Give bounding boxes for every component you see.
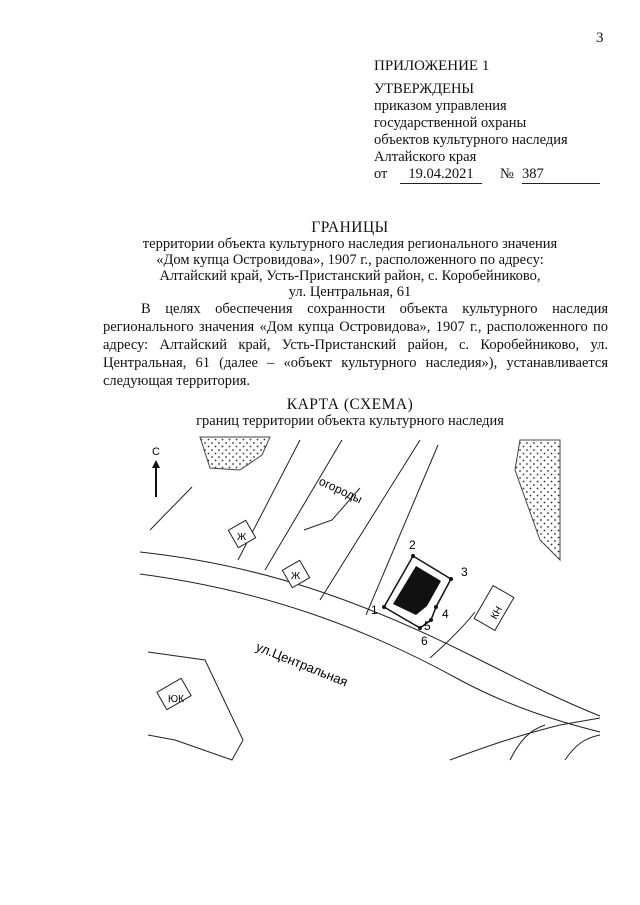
point-label-3: 3 [461,565,468,579]
dotted-area-top-left [200,437,270,470]
heading-line-4: ул. Центральная, 61 [288,284,412,300]
point-label-5: 5 [424,619,431,633]
appendix-block [374,58,624,186]
body-paragraph [103,300,608,390]
heading-line-1: территории объекта культурного наследия регионального значения [142,236,558,252]
yuk-label: ЮК [168,694,184,705]
order-line [374,166,624,186]
point-label-6: 6 [421,634,428,648]
site-map [0,430,640,870]
heading-line-2: «Дом купца Островидова», 1907 г., расположенного по адресу: [156,252,544,268]
residential-label-1: Ж [237,532,247,543]
map-title: КАРТА (СХЕМА) [286,396,414,413]
approval-line-3: объектов культурного наследия [374,132,568,148]
from-label: от [374,166,388,182]
approval-line-4: Алтайского края [374,149,477,165]
order-date: 19.04.2021 [400,166,482,184]
north-arrow-head [152,460,160,468]
number-label: № [500,166,514,182]
kn-label: КН [489,604,506,622]
point-label-2: 2 [409,538,416,552]
dotted-area-right [515,440,560,560]
gardens-label: огороды [316,474,365,507]
map-subtitle: границ территории объекта культурного наследия [196,413,504,429]
heading-line-3: Алтайский край, Усть-Пристанский район, с. Коробейниково, [159,268,541,284]
street-edges [140,552,600,732]
north-label: С [152,446,160,458]
page-number: 3 [596,30,604,46]
approval-line-2: государственной охраны [374,115,527,131]
south-plot-lines [148,652,600,760]
paragraph-text: В целях обеспечения сохранности объекта культурного наследия регионального значения «Дом купца Островидова», 1907 г., расположенного по адресу: Алтайский край, Усть-Пристанский район, с. Коробейниково, ул. Центральная, 61 (далее – «объект культурного наследия»), устанавливается следующая территория. [103,301,608,389]
map-heading [60,397,640,429]
document-heading [60,220,640,300]
approval-line-1: приказом управления [374,98,507,114]
appendix-title: ПРИЛОЖЕНИЕ 1 [374,58,490,74]
heritage-building [393,566,441,615]
kn-plot-line [430,612,475,658]
order-number: 387 [522,166,600,184]
point-label-1: 1 [371,603,378,617]
residential-label-2: Ж [291,571,301,582]
heading-title: ГРАНИЦЫ [311,219,389,236]
street-label: ул.Центральная [253,638,351,690]
point-label-4: 4 [442,607,449,621]
approved-label: УТВЕРЖДЕНЫ [374,81,475,97]
